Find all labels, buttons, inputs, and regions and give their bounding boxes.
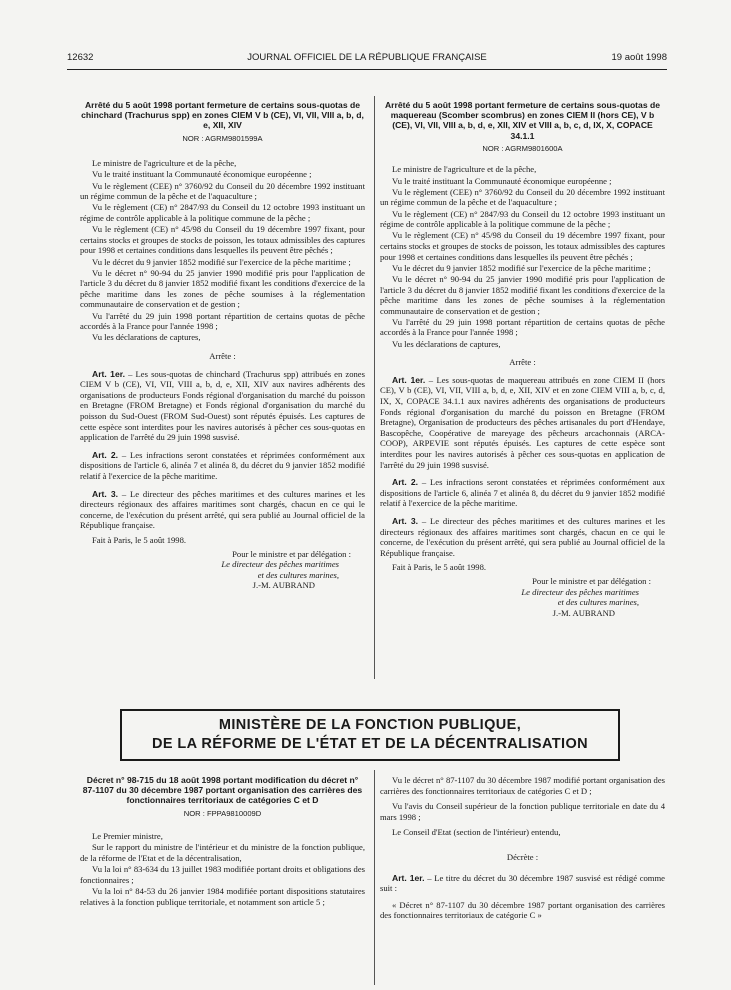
preamble-line: Vu la loi n° 83-634 du 13 juillet 1983 modifiée portant droits et obligations des fonctionnaires ; [80, 864, 365, 885]
preamble-line: Vu le décret n° 90-94 du 25 janvier 1990 modifié pris pour l'application de l'article 3 du décret du 8 janvier 1852 modifié fixant les conditions d'exercice de la pêche maritime dans les zones de pêche soumises à la réglementation communautaire de conservation et de gestion ; [380, 273, 665, 316]
signature-for: Pour le ministre et par délégation : [232, 548, 351, 559]
signature-name: J.-M. AUBRAND [552, 607, 615, 618]
preamble-line: Vu le règlement (CE) n° 2847/93 du Conseil du 12 octobre 1993 instituant un régime de contrôle applicable à la politique commune de la pêche ; [80, 202, 365, 223]
preamble-line: Vu le règlement (CE) n° 2847/93 du Conseil du 12 octobre 1993 instituant un régime de contrôle applicable à la politique commune de la pêche ; [380, 208, 665, 230]
preamble-line: Vu le règlement (CE) n° 45/98 du Conseil du 19 décembre 1997 fixant, pour certains stocks et groupes de stocks de poisson, les totaux admissibles des captures pour 1998 et certaines conditions dans lesquelles ils peuvent être pêchés ; [80, 224, 365, 256]
article-label: Art. 2. [92, 449, 119, 460]
article-text: – Les infractions seront constatées et réprimées conformément aux dispositions de l'article 6, alinéa 7 et alinéa 8, du décret du 9 janvier 1852 modifié relatif à l'exercice de la pêche maritime. [380, 477, 665, 509]
ministry-name-line2: DE LA RÉFORME DE L'ÉTAT ET DE LA DÉCENTRALISATION [151, 736, 589, 752]
article-label: Art. 1er. [92, 368, 125, 379]
column-divider [374, 770, 375, 985]
article-text: – Les infractions seront constatées et réprimées conformément aux dispositions de l'article 6, alinéa 7 et alinéa 8, du décret du 9 janvier 1852 modifié relatif à l'exercice de la pêche maritime. [80, 449, 365, 481]
preamble-line: Vu le traité instituant la Communauté économique européenne ; [92, 169, 312, 180]
decret-right [380, 775, 665, 922]
arrete-title: Arrêté du 5 août 1998 portant fermeture de certains sous-quotas de maquereau (Scomber scombrus) en zones CIEM II (hors CE), V b (CE), VI, VII, VIII a, b, d, e, XII, XIV et VIII a, b, c, d, IX, X, COPACE 34.1.1 [384, 100, 661, 141]
nor-reference: NOR : FPPA9810009D [183, 808, 262, 818]
preamble-line: Vu le décret n° 90-94 du 25 janvier 1990 modifié pris pour l'application de l'article 3 du décret du 8 janvier 1852 modifié fixant les conditions d'exercice de la pêche maritime dans les zones de pêche soumises à la réglementation communautaire de conservation et de gestion ; [80, 267, 365, 310]
arrete-chinchard [80, 100, 365, 591]
preamble-line: Le Premier ministre, [92, 831, 163, 842]
preamble-line: Vu les déclarations de captures, [92, 332, 201, 343]
article [380, 375, 665, 470]
page-header [67, 52, 667, 66]
article-label: Art. 2. [392, 477, 419, 488]
ministry-banner [120, 709, 620, 761]
preamble-line: Vu le décret du 9 janvier 1852 modifié sur l'exercice de la pêche maritime ; [392, 262, 651, 273]
article [80, 489, 365, 531]
article [80, 450, 365, 482]
article-label: Art. 3. [92, 488, 119, 499]
nor-reference: NOR : AGRM9801599A [182, 133, 263, 143]
decret-left [80, 775, 365, 908]
preamble-line: Vu l'arrêté du 29 juin 1998 portant répartition de certains quotas de pêche accordés à la France pour l'année 1998 ; [380, 316, 665, 338]
article-quote: « Décret n° 87-1107 du 30 décembre 1987 portant organisation des carrières des fonctionnaires territoriaux de catégorie C » [380, 899, 665, 921]
arrete-title: Arrêté du 5 août 1998 portant fermeture de certains sous-quotas de chinchard (Trachurus spp) en zones CIEM V b (CE), VI, VII, VIII a, b, d, e, XII, XIV [81, 100, 364, 131]
preamble-line: Vu le règlement (CE) n° 45/98 du Conseil du 19 décembre 1997 fixant, pour certains stocks et groupes de stocks de poisson, les totaux admissibles des captures pour 1998 et certaines conditions dans lesquelles ils peuvent être pêchés ; [380, 230, 665, 262]
article [380, 516, 665, 558]
preamble-line: Vu le traité instituant la Communauté économique européenne ; [392, 175, 612, 186]
article-text: – Le titre du décret du 30 décembre 1987 susvisé est rédigé comme suit : [380, 872, 665, 894]
signature-for: Pour le ministre et par délégation : [532, 575, 651, 586]
decrete-label: Décrète : [506, 851, 539, 862]
article-label: Art. 3. [392, 515, 419, 526]
article-text: – Le directeur des pêches maritimes et des cultures marines et les directeurs régionaux des affaires maritimes sont chargés, chacun en ce qui le concerne, de l'exécution du présent arrêté, qui sera publié au Journal officiel de la République française. [380, 515, 665, 558]
article [380, 477, 665, 509]
header-rule [67, 69, 667, 70]
issue-date: 19 août 1998 [611, 52, 667, 63]
preamble-line: Vu l'arrêté du 29 juin 1998 portant répartition de certains quotas de pêche accordés à la France pour l'année 1998 ; [80, 310, 365, 332]
preamble-line: Le Conseil d'Etat (section de l'intérieur) entendu, [392, 827, 561, 838]
done-at: Fait à Paris, le 5 août 1998. [92, 534, 187, 545]
article-text: – Les sous-quotas de chinchard (Trachurus spp) attribués en zones CIEM V b (CE), VI, VII, VIII a, b, d, e, XII, XIV aux navires adhérents des organisations de producteurs Fonds régional d'organisation du marché du poisson en Bretagne (FROM Bretagne) et Fonds régional d'organisation du marché du poisson du Sud-Ouest (FROM Sud-Ouest) sont réputés épuisés. Les captures de cette espèce sont interdites pour les navires autorisés à pêcher ces sous-quotas en application de l'arrêté du 29 juin 1998 susvisé. [80, 368, 365, 443]
signature-role: Le directeur des pêches maritimes [221, 559, 339, 570]
journal-title: JOURNAL OFFICIEL DE LA RÉPUBLIQUE FRANÇAISE [247, 52, 487, 63]
page-number: 12632 [67, 52, 94, 63]
preamble-line: Vu les déclarations de captures, [392, 338, 501, 349]
article-text: – Le directeur des pêches maritimes et des cultures marines et les directeurs régionaux des affaires maritimes sont chargés, chacun en ce qui le concerne, de l'exécution du présent arrêté, qui sera publié au Journal officiel de la République française. [80, 488, 365, 531]
preamble-line: Vu le décret du 9 janvier 1852 modifié sur l'exercice de la pêche maritime ; [92, 256, 351, 267]
arrete-label: Arrête : [509, 357, 536, 368]
signature-role: Le directeur des pêches maritimes [521, 586, 639, 597]
column-divider [374, 96, 375, 679]
preamble-line: Vu le décret n° 87-1107 du 30 décembre 1987 modifié portant organisation des carrières des fonctionnaires territoriaux de catégories C et D ; [380, 775, 665, 796]
signature-role: et des cultures marines, [557, 597, 639, 608]
preamble-line: Vu l'avis du Conseil supérieur de la fonction publique territoriale en date du 4 mars 1998 ; [380, 801, 665, 822]
signature-role: et des cultures marines, [257, 569, 339, 580]
article-label: Art. 1er. [392, 374, 426, 385]
article-label: Art. 1er. [392, 872, 425, 883]
article [80, 369, 365, 443]
preamble-line: Sur le rapport du ministre de l'intérieur et du ministre de la fonction publique, de la réforme de l'Etat et de la décentralisation, [80, 842, 365, 863]
preamble-line: Vu le règlement (CEE) n° 3760/92 du Conseil du 20 décembre 1992 instituant un régime commun de la pêche et de l'aquaculture ; [380, 186, 665, 208]
preamble-line: Vu la loi n° 84-53 du 26 janvier 1984 modifiée portant dispositions statutaires relatives à la fonction publique territoriale, et notamment son article 5 ; [80, 885, 365, 907]
article-text: – Les sous-quotas de maquereau attribués en zone CIEM II (hors CE), V b (CE), VI, VII, VIII a, b, d, e, XII, XIV et en zone CIEM VIII a, b, c, d, IX, X, COPACE 34.1.1 aux navires adhérents des organisations de producteurs Fonds régional d'organisation du marché du poisson en Bretagne (FROM Bretagne), Organisation de producteurs des pêches artisanales du port d'Hendaye, Bascopêche, Coopérative de mareyage des pêcheurs arcachonnais (ARCA-COOP), ARPEVIE sont réputés épuisés. Les captures de cette espèce sont interdites pour les navires autorisés à pêcher ces sous-quotas en application de l'arrêté du 29 juin 1998 susvisé. [380, 374, 665, 470]
done-at: Fait à Paris, le 5 août 1998. [392, 562, 487, 573]
nor-reference: NOR : AGRM9801600A [482, 143, 563, 153]
article [380, 873, 665, 894]
preamble-line: Le ministre de l'agriculture et de la pêche, [392, 164, 537, 175]
arrete-maquereau [380, 100, 665, 618]
preamble-line: Vu le règlement (CEE) n° 3760/92 du Conseil du 20 décembre 1992 instituant un régime commun de la pêche et de l'aquaculture ; [80, 180, 365, 202]
decret-title: Décret n° 98-715 du 18 août 1998 portant modification du décret n° 87-1107 du 30 décembre 1987 portant organisation des carrières des fonctionnaires territoriaux de catégories C et D [82, 775, 363, 806]
ministry-name-line1: MINISTÈRE DE LA FONCTION PUBLIQUE, [218, 717, 522, 733]
signature-name: J.-M. AUBRAND [252, 580, 315, 591]
preamble-line: Le ministre de l'agriculture et de la pêche, [92, 158, 237, 169]
arrete-label: Arrête : [209, 351, 236, 362]
